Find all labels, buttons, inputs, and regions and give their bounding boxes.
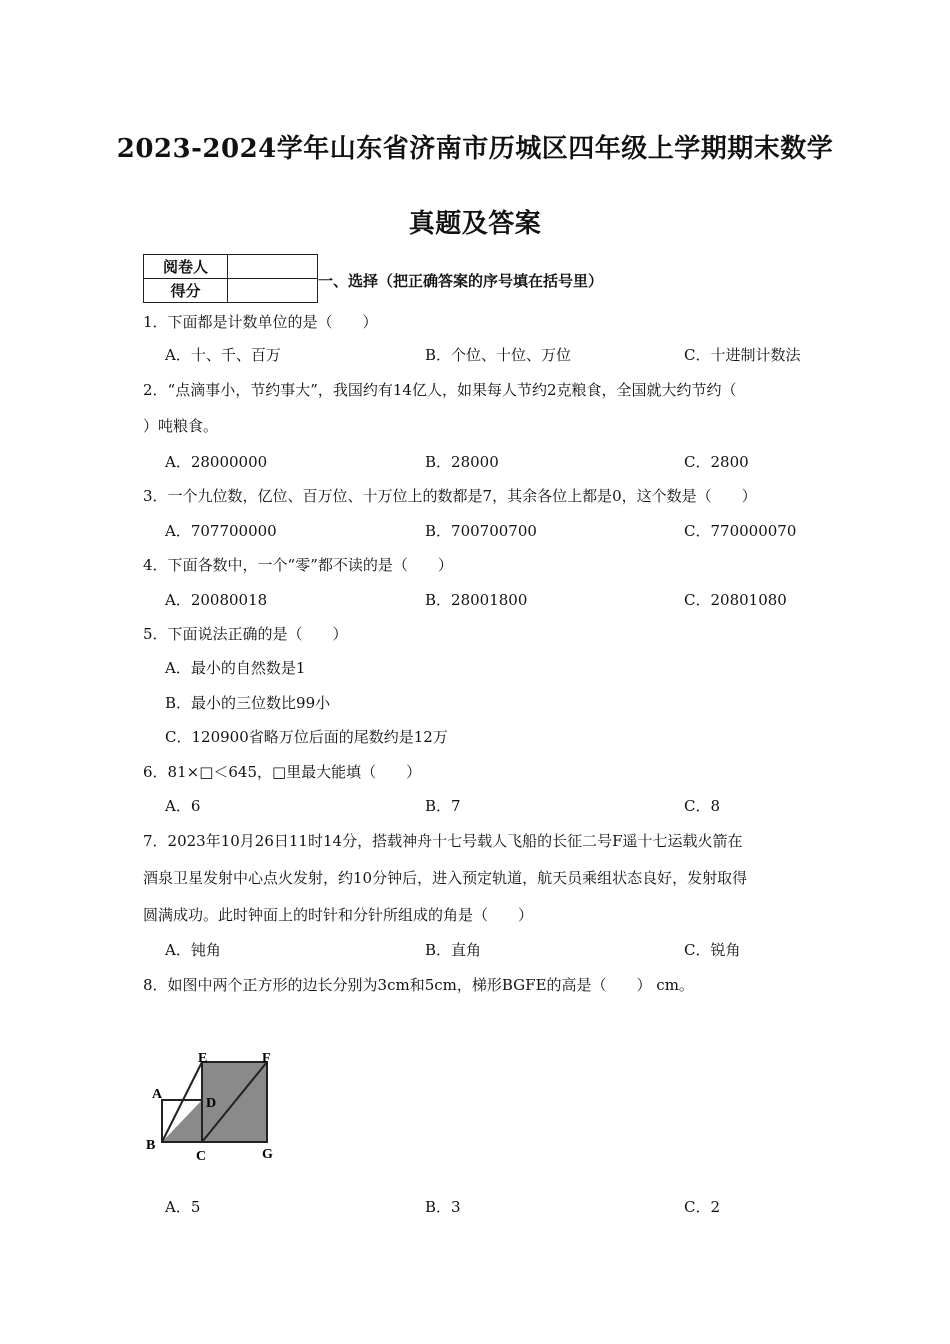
q1-option-b: B．个位、十位、万位 bbox=[425, 346, 572, 364]
q1-option-c: C．十进制计数法 bbox=[684, 346, 801, 364]
q3-option-a: A．707700000 bbox=[165, 522, 277, 540]
label-f: F bbox=[262, 1052, 271, 1066]
score-label: 得分 bbox=[144, 279, 228, 303]
label-a: A bbox=[152, 1087, 163, 1102]
q1-option-a: A．十、千、百万 bbox=[165, 346, 281, 364]
q8-option-a: A．5 bbox=[165, 1198, 201, 1216]
score-table bbox=[143, 254, 318, 303]
q6-option-b: B．7 bbox=[425, 797, 461, 815]
question-5: 5．下面说法正确的是（ ） bbox=[143, 625, 348, 643]
q6-option-a: A．6 bbox=[165, 797, 201, 815]
question-7-line3: 圆满成功。此时钟面上的时针和分针所组成的角是（ ） bbox=[143, 906, 534, 924]
section-title: 一、选择（把正确答案的序号填在括号里） bbox=[318, 272, 604, 290]
question-7-line2: 酒泉卫星发射中心点火发射，约10分钟后，进入预定轨道，航天员乘组状态良好，发射取得 bbox=[143, 869, 748, 887]
reviewer-cell bbox=[228, 255, 318, 279]
q4-option-c: C．20801080 bbox=[684, 591, 787, 609]
label-e: E bbox=[198, 1052, 208, 1066]
q6-option-c: C．8 bbox=[684, 797, 721, 815]
document-title: 2023-2024学年山东省济南市历城区四年级上学期期末数学 bbox=[116, 134, 834, 164]
q5-option-b: B．最小的三位数比99小 bbox=[165, 694, 331, 712]
q8-option-c: C．2 bbox=[684, 1198, 721, 1216]
label-g: G bbox=[262, 1147, 273, 1162]
score-cell bbox=[228, 279, 318, 303]
question-2-line1: 2．“点滴事小，节约事大”，我国约有14亿人，如果每人节约2克粮食，全国就大约节约（ bbox=[143, 381, 737, 399]
q4-option-b: B．28001800 bbox=[425, 591, 528, 609]
q2-option-b: B．28000 bbox=[425, 453, 499, 471]
q4-option-a: A．20080018 bbox=[165, 591, 268, 609]
question-2-line2: ）吨粮食。 bbox=[143, 417, 219, 435]
q2-option-c: C．2800 bbox=[684, 453, 749, 471]
q7-option-a: A．钝角 bbox=[165, 941, 221, 959]
q5-option-c: C．120900省略万位后面的尾数约是12万 bbox=[165, 728, 448, 746]
q7-option-c: C．锐角 bbox=[684, 941, 741, 959]
question-3: 3．一个九位数，亿位、百万位、十万位上的数都是7，其余各位上都是0，这个数是（ ） bbox=[143, 487, 757, 505]
q3-option-b: B．700700700 bbox=[425, 522, 537, 540]
label-d: D bbox=[206, 1096, 217, 1111]
reviewer-label: 阅卷人 bbox=[144, 255, 228, 279]
document-subtitle: 真题及答案 bbox=[408, 209, 542, 239]
q5-option-a: A．最小的自然数是1 bbox=[165, 659, 306, 677]
q8-option-b: B．3 bbox=[425, 1198, 461, 1216]
question-1: 1．下面都是计数单位的是（ ） bbox=[143, 313, 378, 331]
q2-option-a: A．28000000 bbox=[165, 453, 268, 471]
q7-option-b: B．直角 bbox=[425, 941, 482, 959]
squares-figure bbox=[140, 1052, 280, 1164]
question-8: 8．如图中两个正方形的边长分别为3cm和5cm，梯形BGFE的高是（ ） cm。 bbox=[143, 976, 694, 994]
q3-option-c: C．770000070 bbox=[684, 522, 797, 540]
question-4: 4．下面各数中，一个“零”都不读的是（ ） bbox=[143, 556, 453, 574]
label-c: C bbox=[196, 1149, 207, 1164]
question-6: 6．81×□＜645，□里最大能填（ ） bbox=[143, 763, 422, 781]
label-b: B bbox=[146, 1138, 156, 1153]
question-7-line1: 7．2023年10月26日11时14分，搭载神舟十七号载人飞船的长征二号F遥十七运载火箭在 bbox=[143, 832, 743, 850]
